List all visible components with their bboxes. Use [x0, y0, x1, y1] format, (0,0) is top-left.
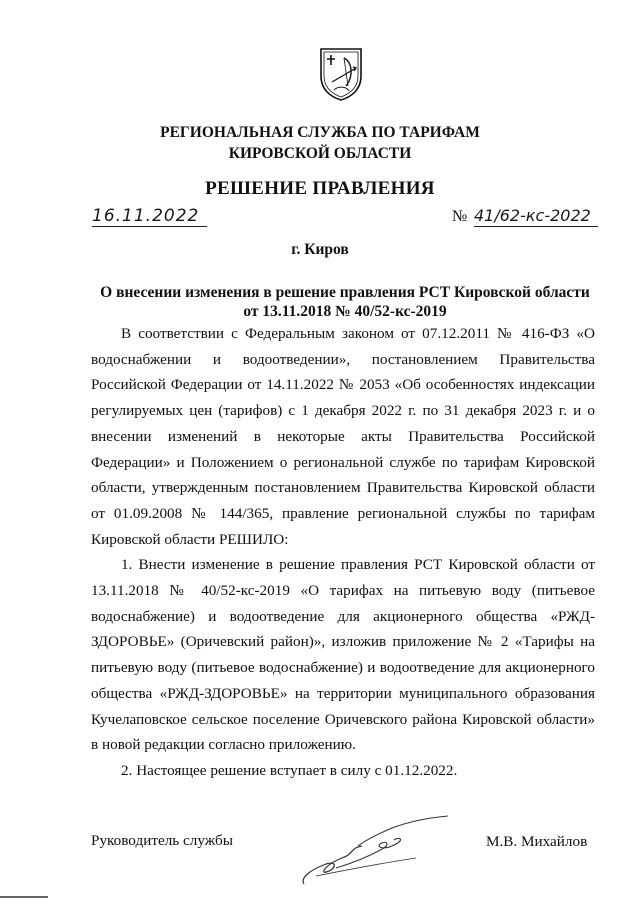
city: г. Киров	[291, 241, 349, 258]
page-edge-mark	[0, 896, 48, 898]
decision-body	[91, 321, 595, 784]
organization-name-line2: КИРОВСКОЙ ОБЛАСТИ	[228, 145, 412, 162]
organization-name-line1: РЕГИОНАЛЬНАЯ СЛУЖБА ПО ТАРИФАМ	[160, 124, 480, 141]
number-sign: №	[452, 208, 468, 225]
signatory-name: М.В. Михайлов	[486, 833, 588, 850]
decision-number: 41/62-кс-2022	[474, 206, 598, 227]
signature-icon	[296, 812, 456, 892]
item-1-paragraph: 1. Внести изменение в решение правления РСТ Кировской области от 13.11.2018 № 40/52-кс-2019 «О тарифах на питьевую воду (питьевое водоснабжение) и водоотведение для акционерного общества «РЖД-ЗДОРОВЬЕ» (Оричевский район)», изложив приложение № 2 «Тарифы на питьевую воду (питьевое водоснабжение) и водоотведение для акционерного общества «РЖД-ЗДОРОВЬЕ» на территории муниципального образования Кучелаповское сельское поселение Оричевского района Кировской области» в новой редакции согласно приложению.	[91, 556, 595, 754]
item-2-paragraph: 2. Настоящее решение вступает в силу с 01.12.2022.	[121, 761, 458, 779]
preamble-paragraph: В соответствии с Федеральным законом от 07.12.2011 № 416-ФЗ «О водоснабжении и водоотведении», постановлением Правительства Российской Федерации от 14.11.2022 № 2053 «Об особенностях индексации регулируемых цен (тарифов) с 1 декабря 2022 г. по 31 декабря 2023 г. и о внесении изменений в некоторые акты Правительства Российской Федерации» и Положением о региональной службе по тарифам Кировской области, утвержденным постановлением Правительства Кировской области от 01.09.2008 № 144/365, правление региональной службы по тарифам Кировской области РЕШИЛО:	[91, 325, 595, 548]
decision-subject: О внесении изменения в решение правления РСТ Кировской области от 13.11.2018 № 40/52-кс-2019	[100, 284, 590, 320]
decision-title: РЕШЕНИЕ ПРАВЛЕНИЯ	[205, 178, 435, 199]
coat-of-arms-icon	[318, 46, 364, 102]
signatory-position: Руководитель службы	[91, 832, 233, 849]
decision-date: 16.11.2022	[92, 206, 207, 227]
